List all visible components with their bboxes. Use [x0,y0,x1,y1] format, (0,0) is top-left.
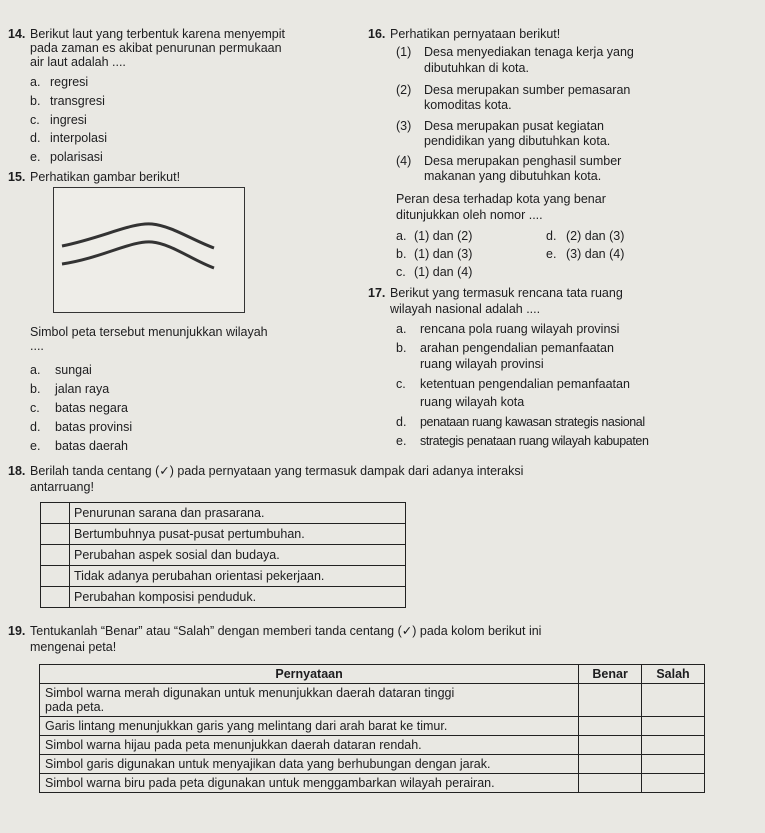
q14-option-a[interactable]: regresi [50,75,89,89]
q16-option-b-letter: b. [396,247,407,261]
q15-option-d-letter: d. [30,420,41,434]
q18-row-4: Tidak adanya perubahan orientasi pekerjaan. [70,566,406,587]
q15-caption-line1: Simbol peta tersebut menunjukkan wilayah [30,325,268,339]
q14-option-d[interactable]: interpolasi [50,131,107,145]
q16-statement-2-line1: Desa merupakan sumber pemasaran [424,83,631,97]
q15-option-e[interactable]: batas daerah [55,439,128,453]
q19-true-false-table [39,664,705,793]
q19-row-1-line2: pada peta. [45,700,105,714]
table-row [40,736,705,755]
q18-row-5: Perubahan komposisi penduduk. [70,587,406,608]
q14-stem-line3: air laut adalah .... [30,55,126,69]
checkbox-cell[interactable] [41,545,70,566]
q15-option-a[interactable]: sungai [55,363,92,377]
column-header-statement: Pernyataan [40,665,579,684]
q16-option-a-letter: a. [396,229,407,243]
column-header-false: Salah [642,665,705,684]
q16-statement-4-line1: Desa merupakan penghasil sumber [424,154,622,168]
table-row [41,587,406,608]
table-row [40,755,705,774]
q14-option-d-letter: d. [30,131,41,145]
q17-number: 17. [368,286,386,300]
q17-option-e[interactable]: strategis penataan ruang wilayah kabupaten [420,434,649,448]
q17-option-c-line1[interactable]: ketentuan pengendalian pemanfaatan [420,377,630,391]
q16-option-a[interactable]: (1) dan (2) [414,229,473,243]
column-header-true: Benar [579,665,642,684]
true-checkbox-cell[interactable] [579,774,642,793]
q19-row-1-statement [40,684,579,717]
q19-number: 19. [8,624,26,638]
table-row [40,717,705,736]
checkbox-cell[interactable] [41,503,70,524]
q16-statement-1-line2: dibutuhkan di kota. [424,61,529,75]
table-header-row [40,665,705,684]
q16-statement-2-line2: komoditas kota. [424,98,512,112]
table-row [40,684,705,717]
false-checkbox-cell[interactable] [642,736,705,755]
q18-stem-line1: Berilah tanda centang (✓) pada pernyataan yang termasuk dampak dari adanya interaksi [30,464,524,478]
q16-statement-2-num: (2) [396,83,412,97]
q19-stem-line2: mengenai peta! [30,640,117,654]
q16-option-d-letter: d. [546,229,557,243]
q18-number: 18. [8,464,26,478]
false-checkbox-cell[interactable] [642,684,705,717]
q17-option-c-line2[interactable]: ruang wilayah kota [420,395,525,409]
q16-statement-4-line2: makanan yang dibutuhkan kota. [424,169,602,183]
q14-option-b-letter: b. [30,94,41,108]
q17-option-a-letter: a. [396,322,407,336]
q17-stem-line1: Berikut yang termasuk rencana tata ruang [390,286,623,300]
q18-row-3: Perubahan aspek sosial dan budaya. [70,545,406,566]
q17-stem-line2: wilayah nasional adalah .... [390,302,541,316]
true-checkbox-cell[interactable] [579,684,642,717]
q17-option-b-line2[interactable]: ruang wilayah provinsi [420,357,544,371]
q16-number: 16. [368,27,386,41]
q17-option-a[interactable]: rencana pola ruang wilayah provinsi [420,322,620,336]
map-symbol-figure [53,187,245,313]
q17-option-d-letter: d. [396,415,407,429]
table-row [40,774,705,793]
q16-option-b[interactable]: (1) dan (3) [414,247,473,261]
q16-statement-3-line2: pendidikan yang dibutuhkan kota. [424,134,611,148]
table-row [41,503,406,524]
table-row [41,545,406,566]
true-checkbox-cell[interactable] [579,717,642,736]
q17-option-e-letter: e. [396,434,407,448]
q19-row-2-statement: Garis lintang menunjukkan garis yang melintang dari arah barat ke timur. [40,717,579,736]
q16-option-c-letter: c. [396,265,406,279]
q15-caption-line2: .... [30,339,44,353]
false-checkbox-cell[interactable] [642,755,705,774]
q15-option-b-letter: b. [30,382,41,396]
q15-option-b[interactable]: jalan raya [55,382,110,396]
q18-row-2: Bertumbuhnya pusat-pusat pertumbuhan. [70,524,406,545]
false-checkbox-cell[interactable] [642,774,705,793]
q17-option-c-letter: c. [396,377,406,391]
q16-option-e-letter: e. [546,247,557,261]
q14-option-c-letter: c. [30,113,40,127]
q14-option-a-letter: a. [30,75,41,89]
q14-stem-line2: pada zaman es akibat penurunan permukaan [30,41,282,55]
q16-option-c[interactable]: (1) dan (4) [414,265,473,279]
q14-option-b[interactable]: transgresi [50,94,105,108]
q15-option-c[interactable]: batas negara [55,401,128,415]
q14-option-e-letter: e. [30,150,41,164]
true-checkbox-cell[interactable] [579,736,642,755]
q14-option-c[interactable]: ingresi [50,113,87,127]
q16-statement-3-line1: Desa merupakan pusat kegiatan [424,119,604,133]
q16-statement-3-num: (3) [396,119,412,133]
q15-option-d[interactable]: batas provinsi [55,420,133,434]
q15-number: 15. [8,170,26,184]
boundary-line-symbol-icon [54,188,244,312]
q16-stem: Perhatikan pernyataan berikut! [390,27,561,41]
q14-option-e[interactable]: polarisasi [50,150,103,164]
q15-option-a-letter: a. [30,363,41,377]
q19-row-5-statement: Simbol warna biru pada peta digunakan untuk menggambarkan wilayah perairan. [40,774,579,793]
q17-option-b-letter: b. [396,341,407,355]
table-row [41,524,406,545]
q15-option-e-letter: e. [30,439,41,453]
q16-statement-1-line1: Desa menyediakan tenaga kerja yang [424,45,634,59]
q16-option-e[interactable]: (3) dan (4) [566,247,625,261]
q16-statement-4-num: (4) [396,154,412,168]
q19-row-4-statement: Simbol garis digunakan untuk menyajikan data yang berhubungan dengan jarak. [40,755,579,774]
q15-stem: Perhatikan gambar berikut! [30,170,181,184]
q14-stem-line1: Berikut laut yang terbentuk karena menyempit [30,27,285,41]
q19-stem-line1: Tentukanlah “Benar” atau “Salah” dengan memberi tanda centang (✓) pada kolom berikut ini [30,624,542,638]
q16-statement-1-num: (1) [396,45,412,59]
q17-option-b-line1[interactable]: arahan pengendalian pemanfaatan [420,341,614,355]
q16-question-line1: Peran desa terhadap kota yang benar [396,192,606,206]
checkbox-cell[interactable] [41,524,70,545]
q16-question-line2: ditunjukkan oleh nomor .... [396,208,543,222]
q16-option-d[interactable]: (2) dan (3) [566,229,625,243]
q19-row-1-line1: Simbol warna merah digunakan untuk menunjukkan daerah dataran tinggi [45,686,455,700]
false-checkbox-cell[interactable] [642,717,705,736]
checkbox-cell[interactable] [41,587,70,608]
q18-stem-line2: antarruang! [30,480,94,494]
q18-row-1: Penurunan sarana dan prasarana. [70,503,406,524]
true-checkbox-cell[interactable] [579,755,642,774]
checkbox-cell[interactable] [41,566,70,587]
q14-number: 14. [8,27,26,41]
q15-option-c-letter: c. [30,401,40,415]
q18-checklist-table [40,502,406,608]
table-row [41,566,406,587]
q17-option-d[interactable]: penataan ruang kawasan strategis nasional [420,415,645,429]
q19-row-3-statement: Simbol warna hijau pada peta menunjukkan daerah dataran rendah. [40,736,579,755]
